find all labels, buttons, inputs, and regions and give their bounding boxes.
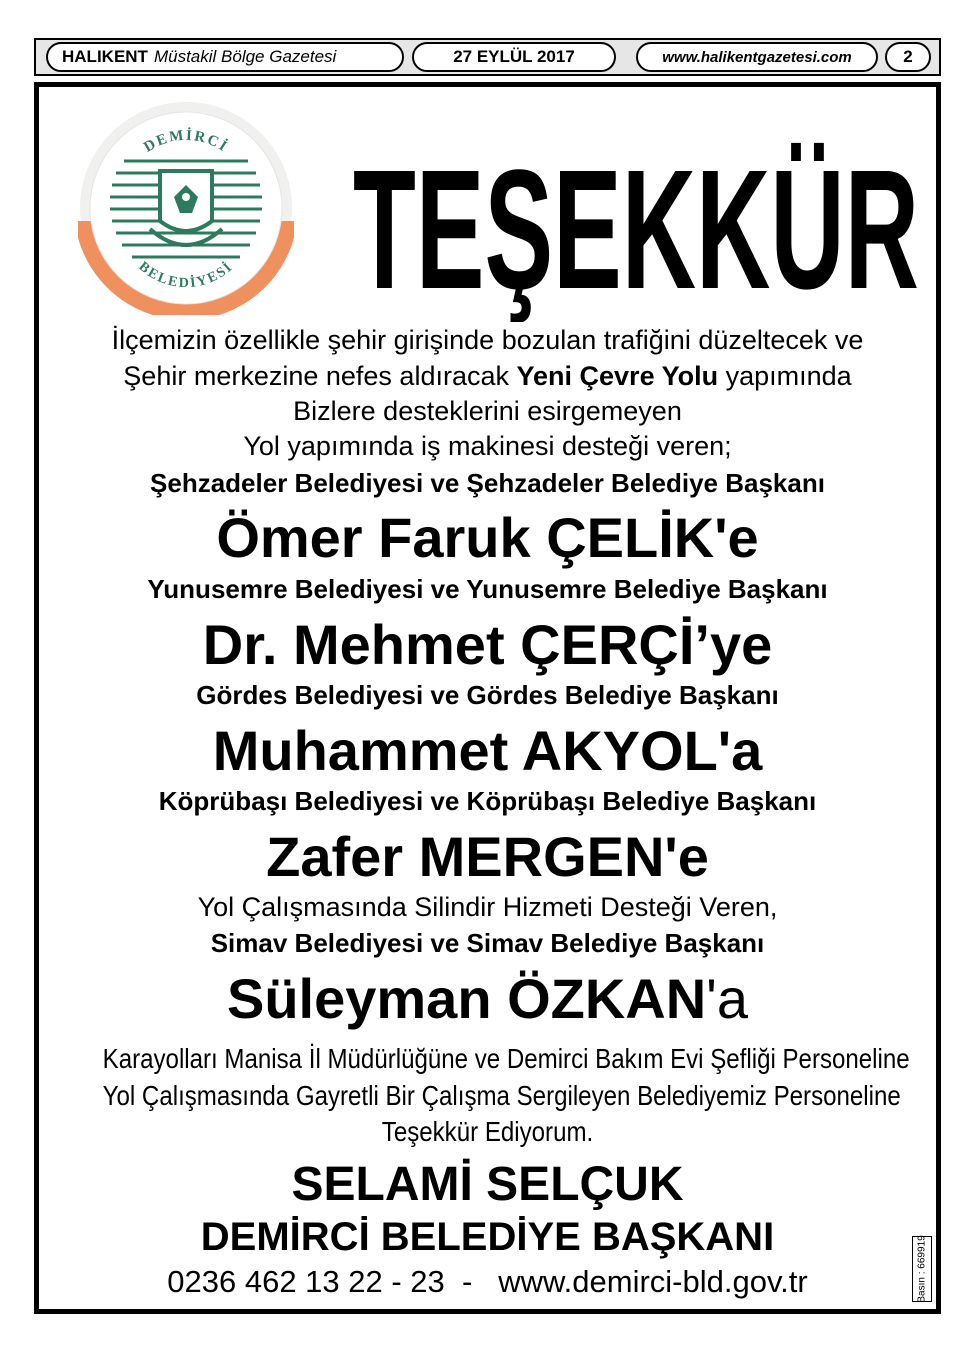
intro-line-4: Yol yapımında iş makinesi desteği veren; — [243, 431, 732, 461]
mayor-name-suleyman-ozkan: Süleyman ÖZKAN'a — [226, 967, 749, 1030]
svg-text:TEŞEKKÜR: TEŞEKKÜR — [353, 135, 919, 322]
highlight-new-ring-road: Yeni Çevre Yolu — [516, 361, 719, 391]
contact-separator: - — [462, 1264, 473, 1299]
phone-number: 0236 462 13 22 - 23 — [167, 1264, 445, 1299]
logo-bottom-text: BELEDİYESİ — [135, 259, 237, 292]
institution-sehzadeler: Şehzadeler Belediyesi ve Şehzadeler Belediye Başkanı — [150, 468, 825, 498]
press-code-box — [912, 1236, 932, 1302]
newspaper-subtitle: Müstakil Bölge Gazetesi — [153, 47, 337, 66]
signer-name: SELAMİ SELÇUK — [291, 1158, 684, 1211]
institution-gordes: Gördes Belediyesi ve Gördes Belediye Başkanı — [196, 680, 779, 710]
mayor-name-muhammet-akyol: Muhammet AKYOL'a — [212, 719, 763, 782]
closing-line-3: Teşekkür Ediyorum. — [381, 1116, 594, 1147]
intro-line-2: Şehir merkezine nefes aldıracak Yeni Çevre Yolu yapımında — [123, 361, 852, 391]
contact-line — [40, 1264, 935, 1300]
institution-simav: Simav Belediyesi ve Simav Belediye Başkanı — [210, 928, 765, 958]
press-code: Basın : 669919 — [916, 1235, 928, 1303]
institution-koprubasi: Köprübaşı Belediyesi ve Köprübaşı Belediye Başkanı — [158, 786, 817, 816]
roller-support-line: Yol Çalışmasında Silindir Hizmeti Desteği Veren, — [197, 892, 778, 922]
signer-title: DEMİRCİ BELEDİYE BAŞKANI — [200, 1215, 775, 1259]
page-number: 2 — [885, 42, 931, 72]
newspaper-website: www.halikentgazetesi.com — [636, 42, 878, 72]
demirci-municipality-logo — [78, 101, 294, 315]
municipality-website: www.demirci-bld.gov.tr — [498, 1264, 808, 1299]
institution-yunusemre: Yunusemre Belediyesi ve Yunusemre Belediye Başkanı — [147, 574, 828, 604]
newspaper-name-pill — [46, 42, 404, 72]
logo-top-text: DEMİRCİ — [141, 127, 232, 156]
closing-line-1: Karayolları Manisa İl Müdürlüğüne ve Demirci Bakım Evi Şefliği Personeline — [102, 1043, 910, 1074]
mayor-name-omer-faruk-celik: Ömer Faruk ÇELİK'e — [216, 506, 759, 569]
mayor-name-mehmet-cerci: Dr. Mehmet ÇERÇİ’ye — [202, 613, 773, 676]
mayor-name-zafer-mergen: Zafer MERGEN'e — [266, 825, 709, 888]
closing-line-2: Yol Çalışmasında Gayretli Bir Çalışma Sergileyen Belediyemiz Personeline — [102, 1080, 901, 1111]
intro-line-3: Bizlere desteklerini esirgemeyen — [293, 396, 682, 426]
headline-tesekkur — [350, 122, 922, 322]
newspaper-name: HALIKENT — [62, 47, 148, 66]
issue-date: 27 EYLÜL 2017 — [412, 42, 616, 72]
intro-line-1: İlçemizin özellikle şehir girişinde bozulan trafiğini düzeltecek ve — [111, 325, 864, 355]
